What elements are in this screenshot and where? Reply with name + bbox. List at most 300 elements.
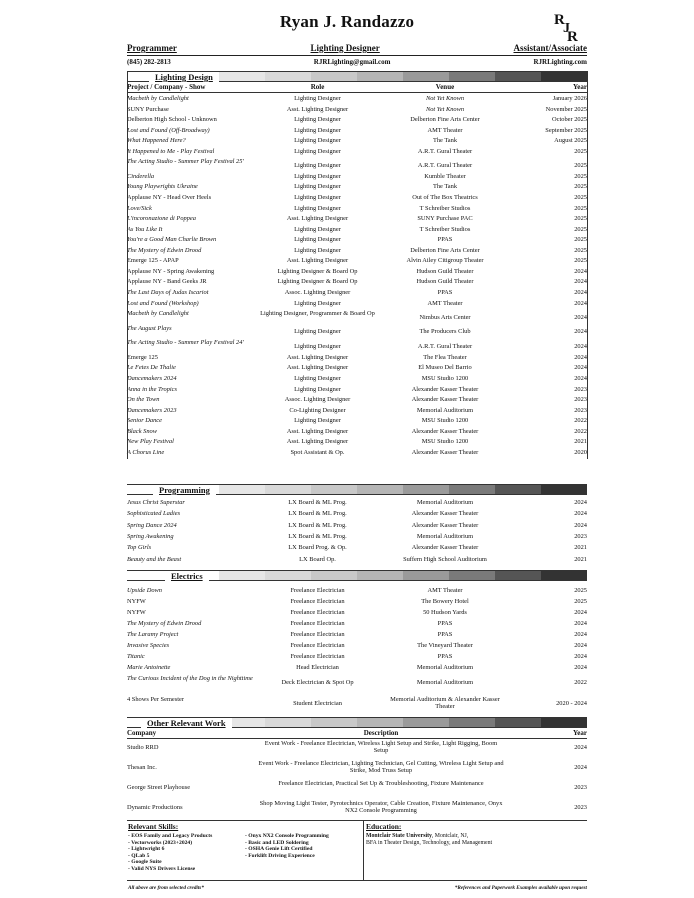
project-title: Senior Dance <box>127 417 162 425</box>
role-cell: Freelance Electrician <box>290 631 345 638</box>
education-degree: BFA in Theater Design, Technology, and Management <box>366 840 493 846</box>
lighting-row <box>127 449 587 460</box>
role-cell: Freelance Electrician <box>290 598 345 605</box>
bar-segment <box>541 485 587 494</box>
venue-cell: The Producers Club <box>419 328 471 336</box>
skills-bottom-rule <box>127 880 587 881</box>
skill-item: - Onyx NX2 Console Programming <box>245 833 329 839</box>
lighting-row <box>127 127 587 138</box>
year-cell: October 2025 <box>552 116 587 124</box>
project-title: Sophisticated Ladies <box>127 510 181 518</box>
col-year: Year <box>573 729 587 737</box>
year-cell: 2025 <box>574 147 587 155</box>
year-cell: 2023 <box>574 532 587 540</box>
lighting-row <box>127 438 587 449</box>
programming-row <box>127 533 587 544</box>
venue-cell: AMT Theater <box>427 299 463 307</box>
venue-cell: The Vineyard Theater <box>417 642 473 649</box>
bar-segment <box>219 571 265 580</box>
year-cell: 2024 <box>574 364 587 372</box>
venue-cell: Delberton Fine Arts Center <box>410 116 480 124</box>
venue-cell: Not Yet Known <box>425 95 465 102</box>
bar-segment <box>403 72 449 81</box>
project-title: L'incoronazione di Poppea <box>127 215 196 223</box>
col-description: Description <box>363 729 399 737</box>
venue-cell: Nimbus Arts Center <box>419 313 471 321</box>
other-relevant-work-heading: Other Relevant Work <box>141 718 232 728</box>
bar-segment <box>495 72 541 81</box>
lighting-row <box>127 257 587 268</box>
description-cell: Event Work - Freelance Electrician, Wireless Light Setup and Strike, Light Rigging, Boom Setup <box>264 740 498 755</box>
venue-cell: Alexander Kasser Theater <box>411 510 479 518</box>
year-cell: January 2026 <box>552 95 587 102</box>
role-cell: Student Electrician <box>293 699 342 707</box>
project-title: You're a Good Man Charlie Brown <box>127 236 217 244</box>
year-cell: 2023 <box>574 385 587 393</box>
venue-cell: PPAS <box>437 631 453 638</box>
electrics-row <box>127 620 587 631</box>
year-cell: 2024 <box>574 609 587 616</box>
project-title: SUNY Purchase <box>127 105 169 113</box>
bar-segment <box>495 718 541 727</box>
year-cell: 2023 <box>574 396 587 404</box>
role-cell: Freelance Electrician <box>290 587 345 594</box>
venue-cell: A.R.T. Gural Theater <box>417 342 473 350</box>
year-cell: 2024 <box>574 521 587 529</box>
col-project: Project / Company - Show <box>127 83 206 91</box>
project-title: Upside Down <box>127 587 162 594</box>
project-title: Black Snow <box>127 427 157 435</box>
venue-cell: Alexander Kasser Theater <box>411 521 479 529</box>
programming-row <box>127 499 587 510</box>
venue-cell: PPAS <box>437 288 453 296</box>
year-cell: 2025 <box>574 236 587 244</box>
role-cell: Assoc. Lighting Designer <box>284 396 351 404</box>
project-title: A Chorus Line <box>127 448 165 456</box>
year-cell: 2024 <box>574 374 587 382</box>
role-cell: Freelance Electrician <box>290 620 345 627</box>
programming-row <box>127 522 587 533</box>
role-cell: LX Board & ML Prog. <box>288 532 347 540</box>
role-cell: Asst. Lighting Designer <box>286 353 349 361</box>
venue-cell: PPAS <box>437 653 453 660</box>
project-title: Macbeth by Candlelight <box>127 95 189 102</box>
project-title: Dancemakers 2023 <box>127 406 177 414</box>
skill-item: - Google Suite <box>128 859 162 866</box>
bar-segment <box>265 718 311 727</box>
description-cell: Freelance Electrician, Practical Set Up & Troubleshooting, Fixture Maintenance <box>278 780 484 787</box>
project-title: Spring Dance 2024 <box>127 521 177 529</box>
bar-segment <box>265 485 311 494</box>
programming-heading: Programming <box>153 485 216 495</box>
project-title: Delberton High School - Unknown <box>127 116 217 124</box>
venue-cell: Alexander Kasser Theater <box>411 448 479 456</box>
bar-segment <box>449 571 495 580</box>
bar-segment <box>541 718 587 727</box>
year-cell: 2021 <box>574 555 587 563</box>
skill-item: - QLab 5 <box>128 852 150 859</box>
role-cell: Lighting Designer <box>294 385 341 393</box>
project-title: The Last Days of Judas Iscariot <box>127 288 209 296</box>
lighting-row <box>127 310 587 325</box>
programming-row <box>127 510 587 521</box>
lighting-row <box>127 205 587 216</box>
rjr-monogram-logo <box>552 10 580 42</box>
year-cell: 2021 <box>574 544 587 552</box>
bar-segment <box>311 485 357 494</box>
year-cell: 2024 <box>574 288 587 296</box>
electrics-row <box>127 696 587 717</box>
project-title: Applause NY - Band Geeks JR <box>127 278 207 286</box>
lighting-row <box>127 247 587 258</box>
skill-item: - Forklift Driving Experience <box>245 852 315 859</box>
lighting-row <box>127 173 587 184</box>
description-cell: Event Work - Freelance Electrician, Lighting Technician, Gel Cutting, Wireless Light Setup and Strike, Mod Truss Setup <box>258 760 504 775</box>
lighting-row <box>127 148 587 159</box>
year-cell: 2024 <box>574 328 587 336</box>
project-title: Dancemakers 2024 <box>127 374 177 382</box>
year-cell: 2024 <box>574 744 587 751</box>
project-title: Applause NY - Spring Awakening <box>127 267 215 275</box>
header-rule <box>127 55 587 56</box>
education-heading: Education: <box>366 822 402 831</box>
bar-segment <box>449 718 495 727</box>
venue-cell: Memorial Auditorium <box>416 406 474 414</box>
venue-cell: T Schreiber Studios <box>419 204 471 212</box>
electrics-row <box>127 664 587 675</box>
project-title: Top Girls <box>127 544 152 552</box>
bar-segment <box>265 571 311 580</box>
svg-text:J: J <box>563 21 570 36</box>
role-cell: Lighting Designer & Board Op <box>277 278 358 286</box>
venue-cell: The Flea Theater <box>423 353 467 361</box>
venue-cell: Memorial Auditorium <box>416 532 474 540</box>
bar-segment <box>495 485 541 494</box>
skills-right-list <box>245 833 361 859</box>
year-cell: 2025 <box>574 257 587 265</box>
contact-row <box>127 58 587 66</box>
other-work-row <box>127 800 587 820</box>
role-cell: Asst. Lighting Designer <box>286 438 349 446</box>
venue-cell: The Tank <box>432 137 458 145</box>
project-title: On the Town <box>127 396 160 404</box>
year-cell: 2025 <box>574 587 587 594</box>
role-cell: Spot Assistant & Op. <box>290 448 345 456</box>
role-cell: Freelance Electrician <box>290 653 345 660</box>
lighting-row <box>127 428 587 439</box>
project-title: The Acting Studio - Summer Play Festival 25' <box>127 158 244 166</box>
lighting-row <box>127 339 587 354</box>
role-header-row <box>127 43 587 53</box>
project-title: What Happened Here? <box>127 137 186 145</box>
skills-top-rule <box>127 820 587 821</box>
bar-segment <box>495 571 541 580</box>
other-relevant-work-bar <box>127 717 587 728</box>
venue-cell: AMT Theater <box>427 587 463 594</box>
lighting-row <box>127 396 587 407</box>
bar-segment <box>219 72 265 81</box>
project-title: Love/Sick <box>127 204 152 212</box>
venue-cell: Hudson Guild Theater <box>416 278 474 286</box>
bar-segment <box>311 718 357 727</box>
project-title: Cinderella <box>127 172 155 180</box>
year-cell: 2024 <box>574 278 587 286</box>
venue-cell: Memorial Auditorium & Alexander Kasser Theater <box>390 696 500 711</box>
venue-cell: MSU Studio 1200 <box>421 417 469 425</box>
year-cell: 2021 <box>574 438 587 446</box>
venue-cell: Out of The Box Theatrics <box>412 194 478 201</box>
role-cell: Lighting Designer <box>294 126 341 134</box>
role-cell: Lighting Designer <box>294 137 341 145</box>
venue-cell: 50 Hudson Yards <box>423 609 467 616</box>
electrics-row <box>127 609 587 620</box>
venue-cell: Alexander Kasser Theater <box>411 396 479 404</box>
project-title: New Play Festival <box>127 438 174 446</box>
role-cell: Lighting Designer, Programmer & Board Op <box>260 310 375 318</box>
lighting-row <box>127 364 587 375</box>
role-cell: Lighting Designer <box>294 183 341 191</box>
year-cell: 2025 <box>574 225 587 233</box>
lighting-design-bar <box>127 71 587 82</box>
venue-cell: Alexander Kasser Theater <box>411 385 479 393</box>
role-cell: Lighting Designer <box>294 172 341 180</box>
role-cell: Lighting Designer <box>294 194 341 201</box>
website-link[interactable]: RJRLighting.com <box>533 58 587 66</box>
project-title: Young Playwrights Ukraine <box>127 183 198 191</box>
electrics-row <box>127 653 587 664</box>
skill-item: - Vectorworks (2023+2024) <box>128 839 193 846</box>
year-cell: 2025 <box>574 204 587 212</box>
year-cell: 2024 <box>574 299 587 307</box>
programming-row <box>127 556 587 567</box>
role-cell: Lighting Designer <box>294 246 341 254</box>
year-cell: 2023 <box>574 804 587 811</box>
role-cell: LX Board & ML Prog. <box>288 510 347 518</box>
role-cell: Asst. Lighting Designer <box>286 257 349 265</box>
other-work-row <box>127 740 587 760</box>
role-cell: Asst. Lighting Designer <box>286 427 349 435</box>
project-title: Spring Awakening <box>127 532 174 540</box>
electrics-heading: Electrics <box>165 571 209 581</box>
role-assistant: Assistant/Associate <box>513 43 587 53</box>
venue-cell: The Tank <box>432 183 458 191</box>
project-title: Anna in the Tropics <box>127 385 178 393</box>
bar-segment <box>219 485 265 494</box>
role-cell: LX Board & ML Prog. <box>288 521 347 529</box>
electrics-bar <box>127 570 587 581</box>
project-title: Applause NY - Head Over Heels <box>127 194 212 201</box>
project-title: Le Fetes De Thalie <box>127 364 176 372</box>
project-title: The Acting Studio - Summer Play Festival 24' <box>127 339 244 347</box>
lighting-row <box>127 106 587 117</box>
footer-note-left: All above are from selected credits* <box>128 885 204 891</box>
bar-segment <box>311 571 357 580</box>
lighting-left-border <box>127 71 128 459</box>
col-venue: Venue <box>435 83 455 91</box>
electrics-row <box>127 587 587 598</box>
project-title: The Curious Incident of the Dog in the Nighttime <box>127 675 253 682</box>
role-cell: Lighting Designer <box>294 342 341 350</box>
project-title: Macbeth by Candlelight <box>127 310 189 318</box>
role-cell: LX Board Prog. & Op. <box>288 544 347 552</box>
year-cell: 2024 <box>574 353 587 361</box>
role-cell: Lighting Designer <box>294 236 341 244</box>
year-cell: 2025 <box>574 246 587 254</box>
year-cell: 2024 <box>574 653 587 660</box>
year-cell: August 2025 <box>554 137 587 145</box>
programming-bar <box>127 484 587 495</box>
electrics-row <box>127 598 587 609</box>
venue-cell: MSU Studio 1200 <box>421 438 469 446</box>
lighting-row <box>127 278 587 289</box>
role-cell: Deck Electrician & Spot Op <box>281 678 354 686</box>
lighting-row <box>127 325 587 340</box>
lighting-row <box>127 236 587 247</box>
bar-segment <box>403 718 449 727</box>
lighting-design-heading: Lighting Design <box>149 72 219 82</box>
project-title: The Mystery of Edwin Drood <box>127 620 202 627</box>
year-cell: 2025 <box>574 194 587 201</box>
lighting-row <box>127 289 587 300</box>
lighting-row <box>127 226 587 237</box>
lighting-row <box>127 194 587 205</box>
role-cell: Lighting Designer <box>294 417 341 425</box>
role-cell: Lighting Designer <box>294 299 341 307</box>
svg-text:R: R <box>567 29 578 42</box>
col-year: Year <box>573 83 587 91</box>
project-title: NYFW <box>127 598 146 605</box>
year-cell: November 2025 <box>545 105 587 113</box>
bar-segment <box>449 485 495 494</box>
venue-cell: T Schreiber Studios <box>419 225 471 233</box>
lighting-row <box>127 417 587 428</box>
email-link[interactable]: RJRLighting@gmail.com <box>313 58 391 66</box>
electrics-row <box>127 675 587 696</box>
venue-cell: MSU Studio 1200 <box>421 374 469 382</box>
bar-segment <box>541 571 587 580</box>
year-cell: 2024 <box>574 313 587 321</box>
electrics-row <box>127 642 587 653</box>
project-title: The Laramy Project <box>127 631 179 638</box>
project-title: NYFW <box>127 609 146 616</box>
skill-item: - Lightwright 6 <box>128 846 165 853</box>
venue-cell: Delberton Fine Arts Center <box>410 246 480 254</box>
year-cell: 2025 <box>574 161 587 169</box>
education-school-line <box>366 833 586 840</box>
year-cell: 2025 <box>574 215 587 223</box>
year-cell: 2024 <box>574 764 587 771</box>
role-cell: Lighting Designer <box>294 225 341 233</box>
project-title: It Happened to Me - Play Festival <box>127 147 215 155</box>
role-cell: LX Board Op. <box>299 555 336 563</box>
role-cell: Lighting Designer <box>294 374 341 382</box>
lighting-row <box>127 116 587 127</box>
role-cell: Head Electrician <box>296 664 339 671</box>
venue-cell: Alexander Kasser Theater <box>411 544 479 552</box>
company-cell: Thesan Inc. <box>127 764 157 771</box>
role-programmer: Programmer <box>127 43 177 53</box>
skill-item: - OSHA Genie Lift Certified <box>245 846 313 853</box>
project-title: Invasive Species <box>127 642 170 649</box>
year-cell: 2024 <box>574 510 587 518</box>
project-title: Lost and Found (Off-Broadway) <box>127 126 210 134</box>
venue-cell: Not Yet Known <box>425 105 465 113</box>
company-cell: George Street Playhouse <box>127 784 191 791</box>
bar-segment <box>265 72 311 81</box>
venue-cell: Kumble Theater <box>424 172 466 180</box>
lighting-row <box>127 215 587 226</box>
project-title: Jesus Christ Superstar <box>127 499 185 506</box>
year-cell: 2023 <box>574 784 587 791</box>
venue-cell: Alexander Kasser Theater <box>411 427 479 435</box>
svg-text:R: R <box>554 12 565 28</box>
bar-segment <box>357 72 403 81</box>
project-title: Titanic <box>127 653 145 660</box>
lighting-row <box>127 158 587 173</box>
col-role: Role <box>310 83 325 91</box>
other-work-row <box>127 780 587 800</box>
year-cell: 2023 <box>574 406 587 414</box>
venue-cell: A.R.T. Gural Theater <box>417 161 473 169</box>
programming-row <box>127 544 587 555</box>
year-cell: 2024 <box>574 642 587 649</box>
company-cell: Dynamic Productions <box>127 804 183 811</box>
role-cell: Freelance Electrician <box>290 609 345 616</box>
lighting-right-border <box>587 71 588 459</box>
skills-education-divider <box>363 820 364 880</box>
year-cell: 2024 <box>574 620 587 627</box>
role-cell: Lighting Designer <box>294 161 341 169</box>
other-column-header <box>127 729 587 739</box>
venue-cell: Memorial Auditorium <box>416 678 474 686</box>
year-cell: 2024 <box>574 499 587 506</box>
role-cell: Assoc. Lighting Designer <box>284 288 351 296</box>
venue-cell: Memorial Auditorium <box>416 664 474 671</box>
role-cell: Lighting Designer <box>294 204 341 212</box>
bar-segment <box>357 571 403 580</box>
school-location: , Montclair, NJ, <box>431 833 469 839</box>
other-work-row <box>127 760 587 780</box>
project-title: Emerge 125 <box>127 353 158 361</box>
bar-segment <box>449 72 495 81</box>
year-cell: 2020 <box>574 448 587 456</box>
lighting-row <box>127 300 587 311</box>
lighting-row <box>127 375 587 386</box>
venue-cell: A.R.T. Gural Theater <box>417 147 473 155</box>
skill-item: - Basic and LED Soldering <box>245 839 309 846</box>
project-title: 4 Shows Per Semester <box>127 696 184 703</box>
skills-left-list <box>128 833 243 873</box>
bar-segment <box>403 485 449 494</box>
description-cell: Shop Moving Light Tester, Pyrotechnics Operator, Cable Creation, Fixture Maintenance, Onyx NX2 Console Programming <box>259 800 503 815</box>
skill-item: - EOS Family and Legacy Products <box>128 833 213 839</box>
lighting-column-header <box>127 83 587 93</box>
project-title: As You Like It <box>127 225 163 233</box>
role-cell: Co-Lighting Designer <box>289 406 346 414</box>
project-title: The August Plays <box>127 324 172 332</box>
venue-cell: PPAS <box>437 620 453 627</box>
role-cell: LX Board & ML Prog. <box>288 499 347 506</box>
venue-cell: Hudson Guild Theater <box>416 267 474 275</box>
bar-segment <box>541 72 587 81</box>
lighting-row <box>127 407 587 418</box>
role-cell: Lighting Designer <box>294 95 341 102</box>
role-cell: Lighting Designer <box>294 328 341 336</box>
venue-cell: El Museo Del Barrio <box>418 364 472 372</box>
project-title: Emerge 125 - APAP <box>127 257 179 265</box>
skill-item: - Valid NYS Drivers License <box>128 865 196 872</box>
venue-cell: Memorial Auditorium <box>416 499 474 506</box>
